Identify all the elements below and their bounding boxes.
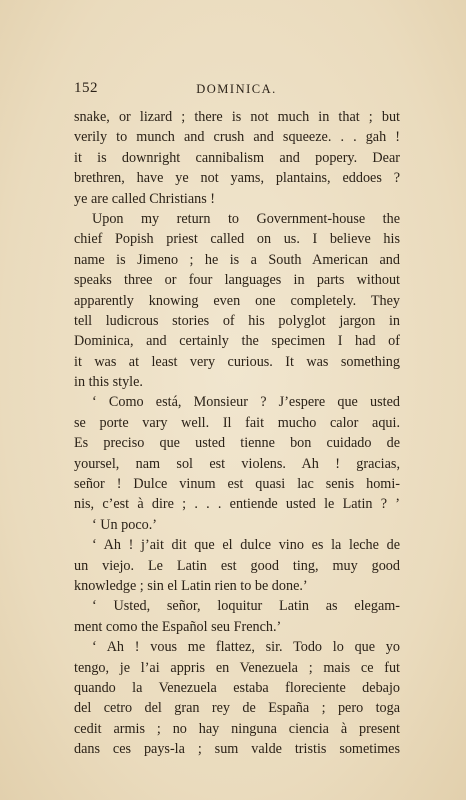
text-line: ‘ Ah ! vous me flattez, sir. Todo lo que yo xyxy=(92,639,400,656)
text-line: in this style. xyxy=(74,374,143,391)
text-line: ‘ Como está, Monsieur ? J’espere que usted xyxy=(92,394,400,411)
text-line: verily to munch and crush and squeeze. . . gah ! xyxy=(74,129,400,146)
page-header xyxy=(74,80,399,102)
text-line: quando la Venezuela estaba floreciente debajo xyxy=(74,679,400,696)
text-line: Es preciso que usted tienne bon cuidado de xyxy=(74,435,400,452)
page-number: 152 xyxy=(74,80,98,96)
text-line: it was at least very curious. It was something xyxy=(74,353,400,370)
text-line: Upon my return to Government-house the xyxy=(92,210,400,227)
text-line: señor ! Dulce vinum est quasi lac senis homi- xyxy=(74,476,400,493)
text-line: ‘ Usted, señor, loquitur Latin as elegam- xyxy=(92,598,400,615)
text-line: it is downright cannibalism and popery. Dear xyxy=(74,149,400,166)
text-line: apparently knowing even one completely. They xyxy=(74,292,400,309)
text-line: ‘ Un poco.’ xyxy=(92,516,158,533)
text-line: speaks three or four languages in parts without xyxy=(74,272,400,289)
text-line: tell ludicrous stories of his polyglot jargon in xyxy=(74,312,400,329)
text-line: ment como the Español seu French.’ xyxy=(74,618,282,635)
text-line: Dominica, and certainly the specimen I had of xyxy=(74,333,400,350)
text-line: nis, c’est à dire ; . . . entiende usted le Latin ? ’ xyxy=(74,496,400,513)
text-line: ‘ Ah ! j’ait dit que el dulce vino es la leche de xyxy=(92,537,400,554)
running-head: DOMINICA. xyxy=(196,82,277,96)
text-line: name is Jimeno ; he is a South American and xyxy=(74,251,400,268)
text-line: del cetro del gran rey de España ; pero toga xyxy=(74,700,400,717)
text-line: brethren, have ye not yams, plantains, eddoes ? xyxy=(74,170,400,187)
text-line: ye are called Christians ! xyxy=(74,190,216,207)
text-line: yoursel, nam sol est violens. Ah ! gracias, xyxy=(74,455,400,472)
text-line: dans ces pays-la ; sum valde tristis sometimes xyxy=(74,741,400,758)
text-line: chief Popish priest called on us. I believe his xyxy=(74,231,400,248)
text-line: knowledge ; sin el Latin rien to be done.’ xyxy=(74,577,308,594)
text-line: tengo, je l’ai appris en Venezuela ; mais ce fut xyxy=(74,659,400,676)
text-line: se porte vary well. Il fait mucho calor aqui. xyxy=(74,414,400,431)
body-text xyxy=(74,107,400,760)
text-line: snake, or lizard ; there is not much in that ; but xyxy=(74,109,400,125)
text-line: cedit armis ; no hay ninguna ciencia à present xyxy=(74,720,400,737)
text-line: un viejo. Le Latin est good ting, muy good xyxy=(74,557,400,574)
